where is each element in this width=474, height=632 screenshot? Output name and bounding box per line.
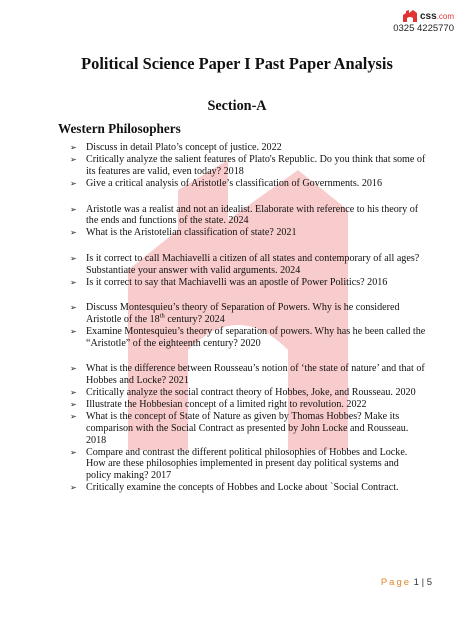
css-logo-icon	[403, 10, 417, 22]
question-text: Critically analyze the social contract theory of Hobbes, Joke, and Rousseau. 2020	[86, 387, 416, 399]
list-item	[70, 253, 426, 276]
question-text: Compare and contrast the different political philosophies of Hobbes and Locke. How are these philosophies implemented in present day political systems and policy making? 2017	[86, 446, 408, 481]
question-text: Give a critical analysis of Aristotle’s classification of Governments. 2016	[86, 177, 383, 189]
bullet-arrow-icon: ➢	[70, 327, 77, 337]
page-separator: |	[418, 577, 427, 588]
question-text: What is the concept of State of Nature as given by Thomas Hobbes? Make its comparison with the Social Contract as presented by John Locke and Rousseau. 2018	[86, 411, 409, 446]
list-item	[70, 447, 426, 482]
list-item	[70, 227, 426, 239]
bullet-arrow-icon: ➢	[70, 204, 77, 214]
page-total: 5	[426, 577, 432, 588]
bullet-arrow-icon: ➢	[70, 178, 77, 188]
bullet-arrow-icon: ➢	[70, 303, 77, 313]
question-text: Discuss Montesquieu’s theory of Separation of Powers. Why is he considered Aristotle of the 18th century? 2024	[86, 302, 400, 325]
list-item	[70, 178, 426, 190]
page-number: 1	[413, 577, 419, 588]
bullet-arrow-icon: ➢	[70, 277, 77, 287]
list-item	[70, 363, 426, 386]
question-text: Discuss in detail Plato’s concept of justice. 2022	[86, 142, 282, 153]
question-text: Aristotle was a realist and not an idealist. Elaborate with reference to his theory of the ends and functions of the state. 2024	[86, 203, 419, 227]
question-list	[70, 142, 426, 494]
bullet-arrow-icon: ➢	[70, 400, 77, 410]
list-item	[70, 482, 426, 494]
brand-name: css.com	[419, 10, 454, 22]
bullet-arrow-icon: ➢	[70, 155, 77, 165]
list-item	[70, 204, 426, 227]
bullet-arrow-icon: ➢	[70, 253, 77, 263]
question-text: Examine Montesquieu’s theory of separation of powers. Why has he been called the “Aristotle” of the eighteenth century? 2020	[86, 326, 426, 349]
bullet-arrow-icon: ➢	[70, 447, 77, 457]
list-item	[70, 399, 426, 411]
page-title: Political Science Paper I Past Paper Analysis	[81, 54, 393, 73]
question-text: Critically analyze the salient features of Plato's Republic. Do you think that some of its features are valid, even today? 2018	[86, 154, 426, 177]
question-text: Is it correct to call Machiavelli a citizen of all states and contemporary of all ages? Substantiate your answer with valid arguments. 2024	[86, 252, 420, 276]
bullet-arrow-icon: ➢	[70, 143, 77, 152]
list-item	[70, 302, 426, 325]
question-text: Critically examine the concepts of Hobbes and Locke about `Social Contract.	[86, 482, 399, 494]
list-item	[70, 277, 426, 289]
group-heading: Western Philosophers	[58, 121, 181, 136]
bullet-arrow-icon: ➢	[70, 412, 77, 422]
section-heading: Section-A	[207, 98, 267, 114]
bullet-arrow-icon: ➢	[70, 364, 77, 374]
question-text: What is the Aristotelian classification of state? 2021	[86, 227, 297, 239]
list-item	[70, 411, 426, 446]
brand-header	[393, 10, 454, 34]
brand-phone: 0325 4225770	[393, 23, 454, 34]
page-footer	[381, 577, 432, 588]
question-text: Is it correct to say that Machiavelli was an apostle of Power Politics? 2016	[86, 276, 388, 288]
page-label: Page	[380, 577, 412, 588]
list-item	[70, 387, 426, 399]
list-item	[70, 326, 426, 349]
question-text: Illustrate the Hobbesian concept of a limited right to revolution. 2022	[86, 399, 367, 411]
bullet-arrow-icon: ➢	[70, 483, 77, 493]
question-text: What is the difference between Rousseau’s notion of ‘the state of nature’ and that of Hobbes and Locke? 2021	[86, 363, 425, 386]
bullet-arrow-icon: ➢	[70, 388, 77, 398]
list-item	[70, 142, 426, 154]
bullet-arrow-icon: ➢	[70, 228, 77, 238]
list-item	[70, 154, 426, 177]
